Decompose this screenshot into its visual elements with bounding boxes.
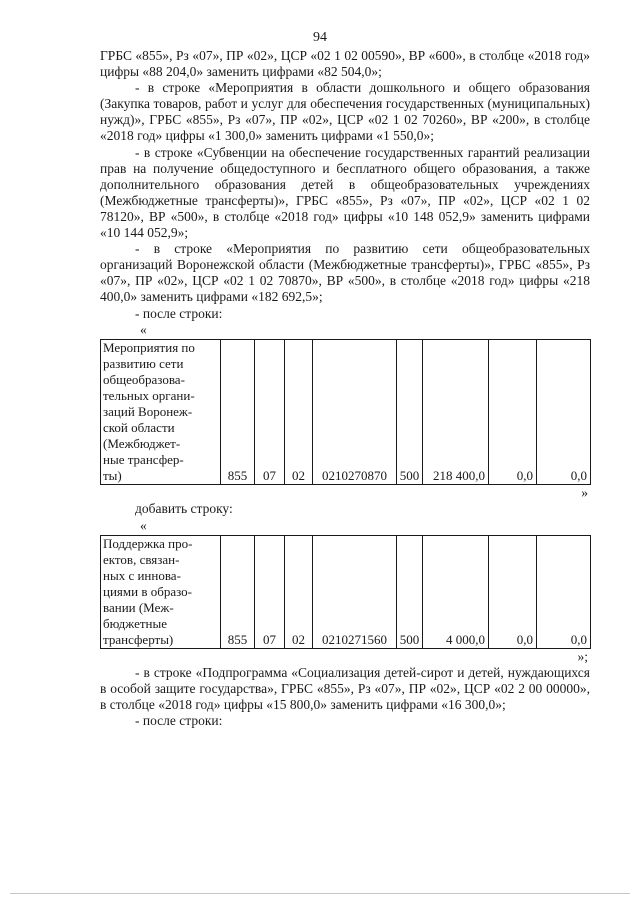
page-number: 94 (313, 30, 327, 45)
quote-open-1: « (140, 321, 147, 337)
quote-close-2: »; (577, 649, 588, 665)
row-name-line: ектов, связан- (103, 551, 180, 567)
row-name-line: бюджетные (103, 616, 168, 631)
pr-cell: 02 (285, 535, 313, 649)
csr-cell: 0210271560 (313, 535, 397, 649)
row-name-line: заций Воронеж- (103, 403, 193, 419)
year-2019-cell: 0,0 (489, 535, 537, 649)
row-name-line: развитию сети (103, 355, 184, 371)
row-name-line: Поддержка про- (103, 535, 193, 551)
row-name-line: циями в образо- (103, 583, 192, 599)
row-name-line: трансферты) (103, 632, 174, 648)
grbs-cell: 855 (221, 339, 255, 485)
row-name-line: вании (Меж- (103, 599, 174, 615)
document-body (100, 48, 590, 730)
table-row (101, 339, 591, 485)
row-name-line: ской области (103, 420, 175, 436)
row-name-line: Мероприятия по (103, 339, 195, 355)
row-name-line: ты) (103, 468, 122, 484)
row-name-line: общеобразова- (103, 371, 185, 387)
quote-open-2: « (140, 517, 147, 533)
paragraph-1: ГРБС «855», Рз «07», ПР «02», ЦСР «02 1 02 00590», ВР «600», в столбце «2018 год» цифры «88 204,0» заменить цифрами «82 504,0»; (100, 48, 590, 80)
row-name-cell (101, 535, 221, 649)
page-bottom-rule (10, 893, 630, 894)
budget-table-new-row (100, 535, 591, 650)
paragraph-5: - в строке «Подпрограмма «Социализация детей-сирот и детей, нуждающихся в особой защите государства», ГРБС «855», Рз «07», ПР «02», ЦСР «02 2 00 00000», в столбце «2018 год» цифры «15 800,0» заменить цифрами «16 300,0»; (100, 665, 590, 713)
year-2018-cell: 4 000,0 (423, 535, 489, 649)
row-name-lines-1 (103, 340, 218, 485)
quote-close-1: » (581, 485, 588, 501)
paragraph-4: - в строке «Мероприятия по развитию сети общеобразовательных организаций Воронежской области (Межбюджетные трансферты)», ГРБС «855», Рз «07», ПР «02», ЦСР «02 1 02 70870», ВР «500», в столбце «2018 год» цифры «218 400,0» заменить цифрами «182 692,5»; (100, 241, 590, 305)
year-2019-cell: 0,0 (489, 339, 537, 485)
year-2020-cell: 0,0 (537, 535, 591, 649)
grbs-cell: 855 (221, 535, 255, 649)
row-name-line: (Межбюджет- (103, 436, 181, 452)
row-name-line: ные трансфер- (103, 452, 184, 468)
row-name-line: ных с иннова- (103, 567, 181, 583)
rz-cell: 07 (255, 535, 285, 649)
year-2020-cell: 0,0 (537, 339, 591, 485)
row-name-line: тельных органи- (103, 387, 195, 403)
year-2018-cell: 218 400,0 (423, 339, 489, 485)
table-row (101, 535, 591, 649)
add-row-label: добавить строку: (135, 501, 233, 517)
pr-cell: 02 (285, 339, 313, 485)
row-name-lines-2 (103, 536, 218, 649)
vr-cell: 500 (397, 535, 423, 649)
budget-table-existing-row (100, 339, 591, 486)
rz-cell: 07 (255, 339, 285, 485)
paragraph-2: - в строке «Мероприятия в области дошкольного и общего образования (Закупка товаров, работ и услуг для обеспечения государственных (муниципальных) нужд)», ГРБС «855», Рз «07», ПР «02», ЦСР «02 1 02 70260», ВР «200», в столбце «2018 год» цифры «1 300,0» заменить цифрами «1 550,0»; (100, 80, 590, 144)
final-label: - после строки: (135, 713, 223, 729)
after-row-label: - после строки: (135, 305, 223, 321)
vr-cell: 500 (397, 339, 423, 485)
paragraph-3: - в строке «Субвенции на обеспечение государственных гарантий реализации прав на получение общедоступного и бесплатного общего образования, а также дополнительного образования детей в общеобразовательных учреждениях (Межбюджетные трансферты)», ГРБС «855», Рз «07», ПР «02», ЦСР «02 1 02 78120», ВР «500», в столбце «2018 год» цифры «10 148 052,9» заменить цифрами «10 144 052,9»; (100, 144, 590, 241)
row-name-cell (101, 339, 221, 485)
csr-cell: 0210270870 (313, 339, 397, 485)
